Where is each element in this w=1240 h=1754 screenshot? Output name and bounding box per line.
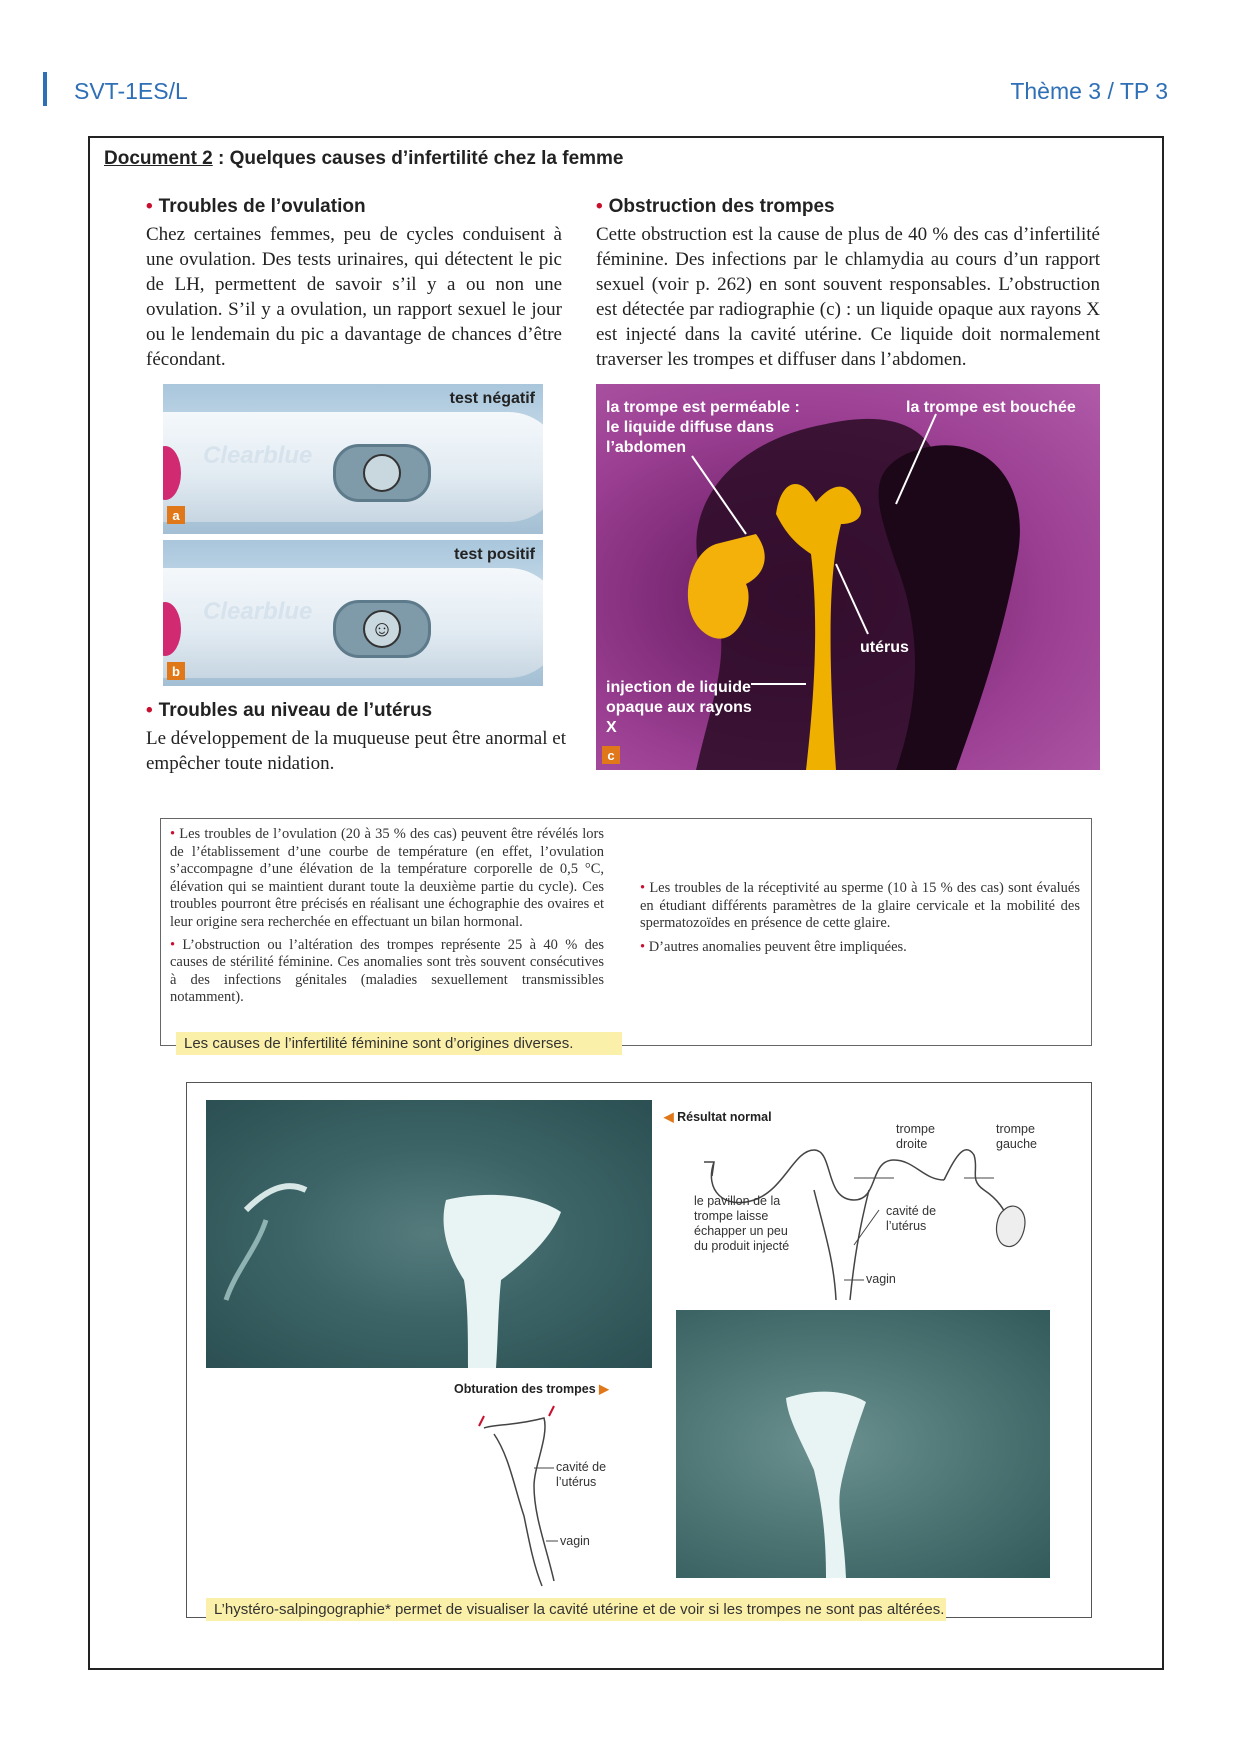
- text-ovulation: Chez certaines femmes, peu de cycles conduisent à une ovulation. Des tests urinaires, qui détectent le pic de LH, permettent de savoir s’il y a ou non une ovulation. S’il y a ovulation, un rapport sexuel le jour ou le lendemain du pic a davantage de chances d’être fécondant.: [146, 224, 562, 370]
- label-positive: test positif: [454, 546, 535, 563]
- summary-p2-text: L’obstruction ou l’altération des trompes représente 25 à 40 % des causes de stérilité féminine. Ces anomalies sont très souvent consécutives à des infections génitales (maladies sexuellement transmissibles notamment).: [170, 936, 604, 1006]
- summary-p1: • Les troubles de l’ovulation (20 à 35 % des cas) peuvent être révélés lors de l’établissement d’une courbe de température (en effet, l’ovulation s’accompagne d’une élévation de la température corporelle de 0,5 °C, élévation qui se maintient durant toute la deuxième partie du cycle). Ces troubles pourront être précisés en réalisant une échographie des ovaires et leur origine sera recherchée en effectuant un bilan hormonal.: [170, 826, 605, 930]
- label-bouchee: la trompe est bouchée: [906, 399, 1076, 416]
- summary-p2: • L’obstruction ou l’altération des trompes représente 25 à 40 % des causes de stérilité féminine. Ces anomalies sont très souvent consécutives à des infections génitales (maladies sexuellement transmissibles notamment).: [170, 936, 604, 1006]
- label-vagin: vagin: [866, 1272, 896, 1286]
- header-bar: [43, 72, 47, 106]
- radiograph-image: [596, 384, 1100, 770]
- obturation-diagram-lines: [454, 1376, 654, 1596]
- header-course: SVT-1ES/L: [74, 78, 188, 104]
- summary-p1-text: Les troubles de l’ovulation (20 à 35 % des cas) peuvent être révélés lors de l’établissement d’une courbe de température (en effet, l’ovulation s’accompagne d’une élévation de la température corporelle de 0,5 °C, élévation qui se maintient durant toute la deuxième partie du cycle). Ces troubles pourront être précisés en réalisant une échographie des ovaires et leur origine sera recherchée en effectuant un bilan hormonal.: [170, 826, 605, 930]
- test-window: [333, 600, 431, 658]
- test-window: [333, 444, 431, 502]
- test-image-positive: [163, 540, 543, 686]
- arrow-right-icon: ▶: [599, 1382, 609, 1396]
- heading-trompes: • Obstruction des trompes: [596, 196, 835, 217]
- text-uterus: Le développement de la muqueuse peut être anormal et empêcher toute nidation.: [146, 728, 566, 774]
- test-brand: Clearblue: [203, 598, 313, 625]
- heading-ovulation-text: Troubles de l’ovulation: [158, 196, 366, 217]
- test-image-negative: [163, 384, 543, 534]
- label-negative: test négatif: [449, 390, 535, 407]
- diagram-obturation: [454, 1376, 654, 1596]
- summary-col-left: [170, 826, 604, 1007]
- heading-ovulation: • Troubles de l’ovulation: [146, 196, 366, 217]
- summary-col-right: [640, 880, 1080, 956]
- document-title: [104, 148, 624, 170]
- label-uterus: utérus: [860, 639, 909, 656]
- tag-a: a: [167, 506, 185, 524]
- hsg-xray-obturation: [676, 1310, 1050, 1578]
- smiley-icon: ☺: [363, 610, 401, 648]
- heading-uterus: • Troubles au niveau de l’utérus: [146, 700, 433, 721]
- summary-p3: • Les troubles de la réceptivité au sperme (10 à 15 % des cas) sont évalués en étudiant différents paramètres de la glaire cervicale et la mobilité des spermatozoïdes en présence de cette glaire.: [640, 880, 1080, 932]
- tag-c: c: [602, 746, 620, 764]
- diagram-normal: [664, 1100, 1084, 1300]
- heading-uterus-text: Troubles au niveau de l’utérus: [158, 700, 433, 721]
- hsg-caption: L’hystéro-salpingographie* permet de visualiser la cavité utérine et de voir si les trompes ne sont pas altérées.: [206, 1598, 946, 1621]
- summary-p4: • D’autres anomalies peuvent être impliquées.: [640, 938, 907, 955]
- label-cavite-obturation: cavité de l’utérus: [556, 1460, 607, 1489]
- document-label: Document 2: [104, 148, 213, 169]
- text-trompes: Cette obstruction est la cause de plus de 40 % des cas d’infertilité féminine. Des infections par le chlamydia au cours d’un rapport sexuel (voir p. 262) en sont souvent responsables. L’obstruction est détectée par radiographie (c) : un liquide opaque aux rayons X est injecté dans la cavité utérine. Ce liquide doit normalement traverser les trompes et diffuser dans l’abdomen.: [596, 224, 1100, 370]
- obturation-title-text: Obturation des trompes: [454, 1382, 596, 1396]
- hsg-xray-normal: [206, 1100, 652, 1368]
- summary-caption: Les causes de l’infertilité féminine sont d’origines diverses.: [176, 1032, 622, 1055]
- xray-obturation-drawing: [676, 1310, 1050, 1578]
- label-trompe-gauche: trompe gauche: [996, 1122, 1038, 1151]
- label-injection: injection de liquide opaque aux rayons X: [606, 679, 752, 736]
- heading-trompes-text: Obstruction des trompes: [608, 196, 835, 217]
- summary-p4-text: D’autres anomalies peuvent être impliquées.: [648, 938, 907, 955]
- xray-normal-drawing: [206, 1100, 652, 1368]
- negative-result-icon: [363, 454, 401, 492]
- normal-title-text: Résultat normal: [677, 1110, 772, 1124]
- label-trompe-droite: trompe droite: [896, 1122, 935, 1151]
- label-cavite: cavité de l’utérus: [886, 1204, 937, 1233]
- label-pavillon: le pavillon de la trompe laisse échapper un peu du produit injecté: [694, 1194, 790, 1253]
- label-vagin-obturation: vagin: [560, 1534, 590, 1548]
- summary-p3-text: Les troubles de la réceptivité au sperme (10 à 15 % des cas) sont évalués en étudiant différents paramètres de la glaire cervicale et la mobilité des spermatozoïdes en présence de cette glaire.: [640, 880, 1080, 932]
- document-title-text: : Quelques causes d’infertilité chez la femme: [212, 148, 624, 169]
- arrow-left-icon: ◀: [664, 1110, 674, 1124]
- tag-b: b: [167, 662, 185, 680]
- label-permeable: la trompe est perméable : le liquide diffuse dans l’abdomen: [606, 399, 800, 456]
- header-theme: Thème 3 / TP 3: [1010, 78, 1168, 104]
- test-brand: Clearblue: [203, 442, 313, 469]
